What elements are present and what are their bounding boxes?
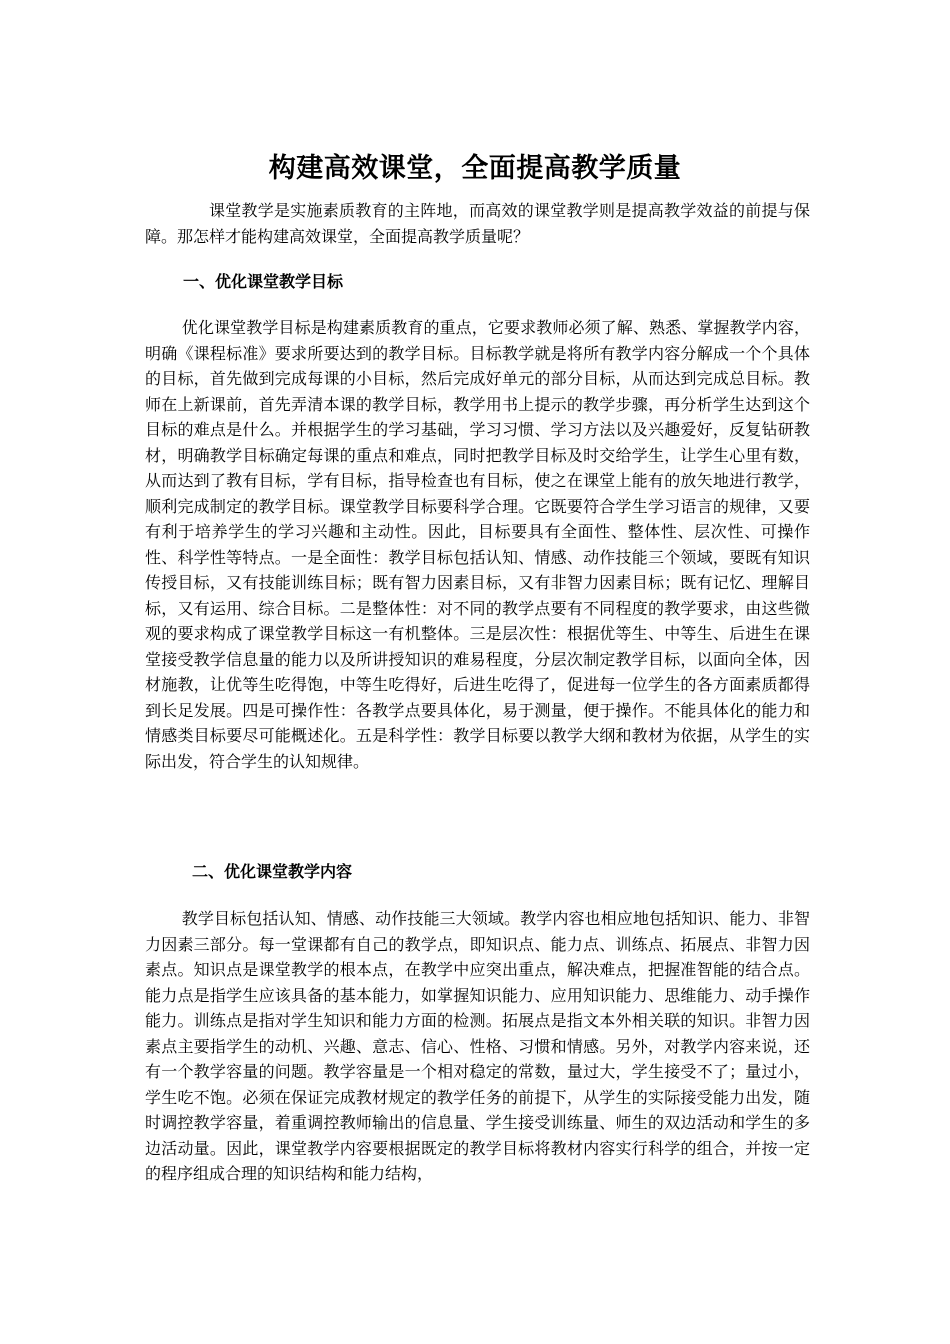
intro-paragraph: 课堂教学是实施素质教育的主阵地，而高效的课堂教学则是提高教学效益的前提与保障。那怎样才能构建高效课堂，全面提高教学质量呢？ bbox=[145, 201, 810, 246]
section-2-body: 教学目标包括认知、情感、动作技能三大领域。教学内容也相应地包括知识、能力、非智力因素三部分。每一堂课都有自己的教学点，即知识点、能力点、训练点、拓展点、非智力因素点。知识点是课堂教学的根本点，在教学中应突出重点，解决难点，把握准智能的结合点。能力点是指学生应该具备的基本能力，如掌握知识能力、应用知识能力、思维能力、动手操作能力。训练点是指对学生知识和能力方面的检测。拓展点是指文本外相关联的知识。非智力因素点主要指学生的动机、兴趣、意志、信心、性格、习惯和情感。另外，对教学内容来说，还有一个教学容量的问题。教学容量是一个相对稳定的常数，量过大，学生接受不了；量过小，学生吃不饱。必须在保证完成教材规定的教学任务的前提下，从学生的实际接受能力出发，随时调控教学容量，着重调控教师输出的信息量、学生接受训练量、师生的双边活动和学生的多边活动量。因此，课堂教学内容要根据既定的教学目标将教材内容实行科学的组合，并按一定的程序组成合理的知识结构和能力结构， bbox=[145, 909, 810, 1183]
section-1-body: 优化课堂教学目标是构建素质教育的重点，它要求教师必须了解、熟悉、掌握教学内容，明确《课程标准》要求所要达到的教学目标。目标教学就是将所有教学内容分解成一个个具体的目标，首先做到完成每课的小目标，然后完成好单元的部分目标，从而达到完成总目标。教师在上新课前，首先弄清本课的教学目标，教学用书上提示的教学步骤，再分析学生达到这个目标的难点是什么。并根据学生的学习基础，学习习惯、学习方法以及兴趣爱好，反复钻研教材，明确教学目标确定每课的重点和难点，同时把教学目标及时交给学生，让学生心里有数，从而达到了教有目标，学有目标，指导检查也有目标，使之在课堂上能有的放矢地进行教学，顺利完成制定的教学目标。课堂教学目标要科学合理。它既要符合学生学习语言的规律，又要有利于培养学生的学习兴趣和主动性。因此，目标要具有全面性、整体性、层次性、可操作性、科学性等特点。一是全面性：教学目标包括认知、情感、动作技能三个领域，要既有知识传授目标，又有技能训练目标；既有智力因素目标，又有非智力因素目标；既有记忆、理解目标，又有运用、综合目标。二是整体性：对不同的教学点要有不同程度的教学要求，由这些微观的要求构成了课堂教学目标这一有机整体。三是层次性：根据优等生、中等生、后进生在课堂接受教学信息量的能力以及所讲授知识的难易程度，分层次制定教学目标，以面向全体，因材施教，让优等生吃得饱，中等生吃得好，后进生吃得了，促进每一位学生的各方面素质都得到长足发展。四是可操作性：各教学点要具体化，易于测量，便于操作。不能具体化的能力和情感类目标要尽可能概述化。五是科学性：教学目标要以教学大纲和教材为依据，从学生的实际出发，符合学生的认知规律。 bbox=[145, 318, 810, 771]
section-2-heading: 二、优化课堂教学内容 bbox=[192, 862, 353, 881]
section-1-heading: 一、优化课堂教学目标 bbox=[183, 272, 344, 291]
document-title: 构建高效课堂，全面提高教学质量 bbox=[268, 153, 682, 185]
